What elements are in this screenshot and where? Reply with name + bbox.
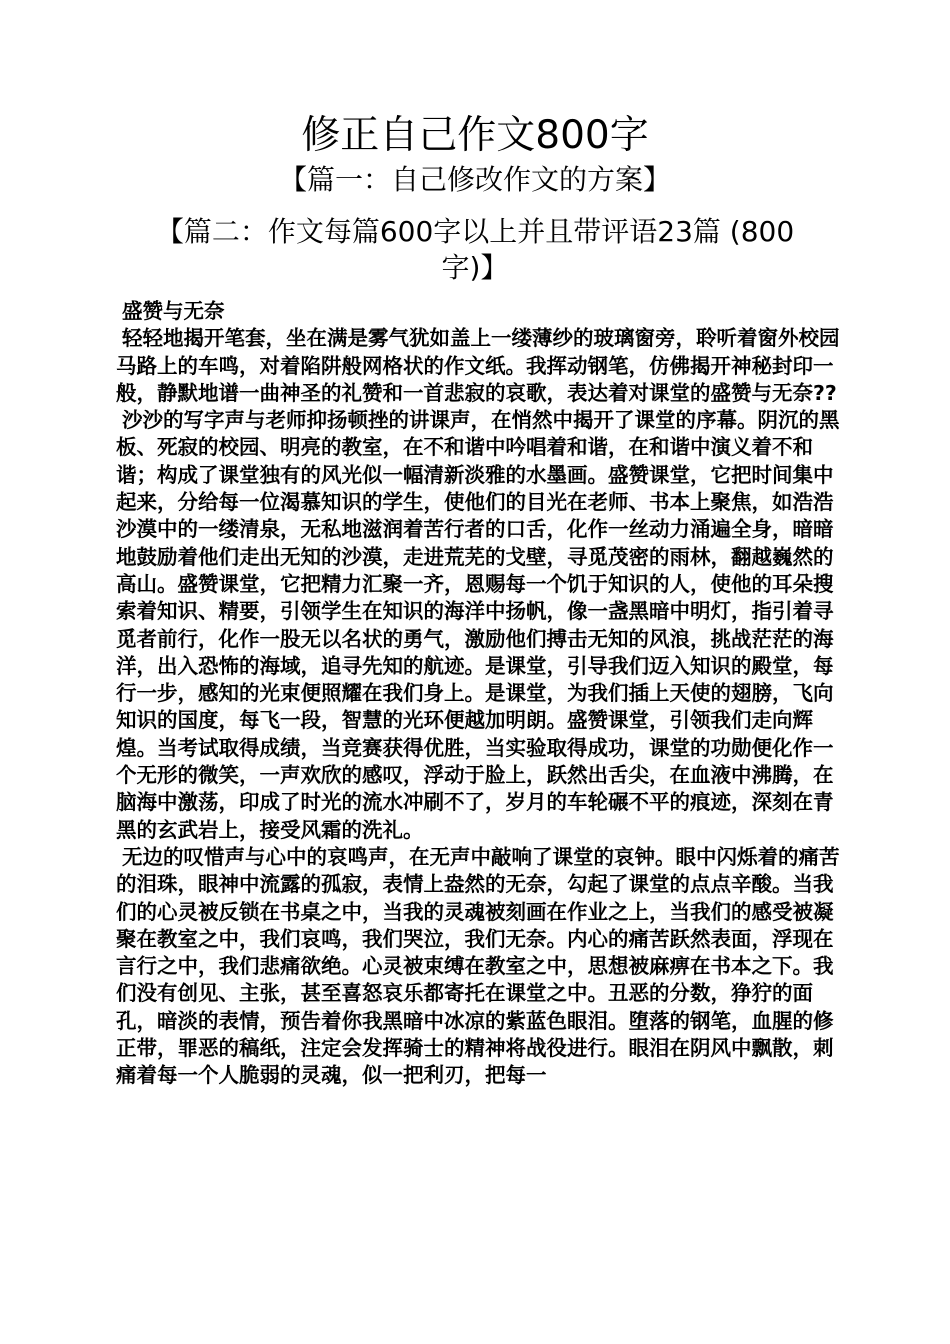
essay-body (116, 298, 848, 1090)
document-title: 修正自己作文800字 (301, 113, 649, 158)
essay-title: 盛赞与无奈 (122, 299, 225, 323)
essay-paragraph-1: 轻轻地揭开笔套，坐在满是雾气犹如盖上一缕薄纱的玻璃窗旁，聆听着窗外校园马路上的车鸣，对着陷阱般网格状的作文纸。我挥动钢笔，仿佛揭开神秘封印一般，静默地谱一曲神圣的礼赞和一首悲寂的哀歌，表达着对课堂的盛赞与无奈?? (116, 326, 840, 405)
section-heading-1: 【篇一：自己修改作文的方案】 (278, 163, 671, 196)
essay-paragraph-2: 沙沙的写字声与老师抑扬顿挫的讲课声，在悄然中揭开了课堂的序幕。阴沉的黑板、死寂的校园、明亮的教室，在不和谐中吟唱着和谐，在和谐中演义着不和谐；构成了课堂独有的风光似一幅清新淡雅的水墨画。盛赞课堂，它把时间集中起来，分给每一位渴慕知识的学生，使他们的目光在老师、书本上聚焦，如浩浩沙漠中的一缕清泉，无私地滋润着苦行者的口舌，化作一丝动力涌遍全身，暗暗地鼓励着他们走出无知的沙漠，走进荒芜的戈壁，寻觅茂密的雨林，翻越巍然的高山。盛赞课堂，它把精力汇聚一齐，恩赐每一个饥于知识的人，使他的耳朵搜索着知识、精要，引领学生在知识的海洋中扬帆，像一盏黑暗中明灯，指引着寻觅者前行，化作一股无以名状的勇气，激励他们搏击无知的风浪，挑战茫茫的海洋，出入恐怖的海域，追寻先知的航迹。是课堂，引导我们迈入知识的殿堂，每行一步，感知的光束便照耀在我们身上。是课堂，为我们插上天使的翅膀，飞向知识的国度，每飞一段，智慧的光环便越加明朗。盛赞课堂，引领我们走向辉煌。当考试取得成绩，当竞赛获得优胜，当实验取得成功，课堂的功勋便化作一个无形的微笑，一声欢欣的感叹，浮动于脸上，跃然出舌尖，在血液中沸腾，在脑海中激荡，印成了时光的流水冲刷不了，岁月的车轮碾不平的痕迹，深刻在青黑的玄武岩上，接受风霜的洗礼。 (116, 408, 840, 842)
section-heading-2: 【篇二：作文每篇600字以上并且带评语23篇 (800字)】 (155, 215, 795, 284)
essay-paragraph-3: 无边的叹惜声与心中的哀鸣声，在无声中敲响了课堂的哀钟。眼中闪烁着的痛苦的泪珠，眼神中流露的孤寂，表情上盎然的无奈，勾起了课堂的点点辛酸。当我们的心灵被反锁在书桌之中，当我的灵魂被刻画在作业之上，当我们的感受被凝聚在教室之中，我们哀鸣，我们哭泣，我们无奈。内心的痛苦跃然表面，浮现在言行之中，我们悲痛欲绝。心灵被束缚在教室之中，思想被麻痹在书本之下。我们没有创见、主张，甚至喜怒哀乐都寄托在课堂之中。丑恶的分数，狰狞的面孔，暗淡的表情，预告着你我黑暗中冰凉的紫蓝色眼泪。堕落的钢笔，血腥的修正带，罪恶的稿纸，注定会发挥骑士的精神将战役进行。眼泪在阴风中飘散，刺痛着每一个人脆弱的灵魂，似一把利刃，把每一 (116, 844, 840, 1088)
